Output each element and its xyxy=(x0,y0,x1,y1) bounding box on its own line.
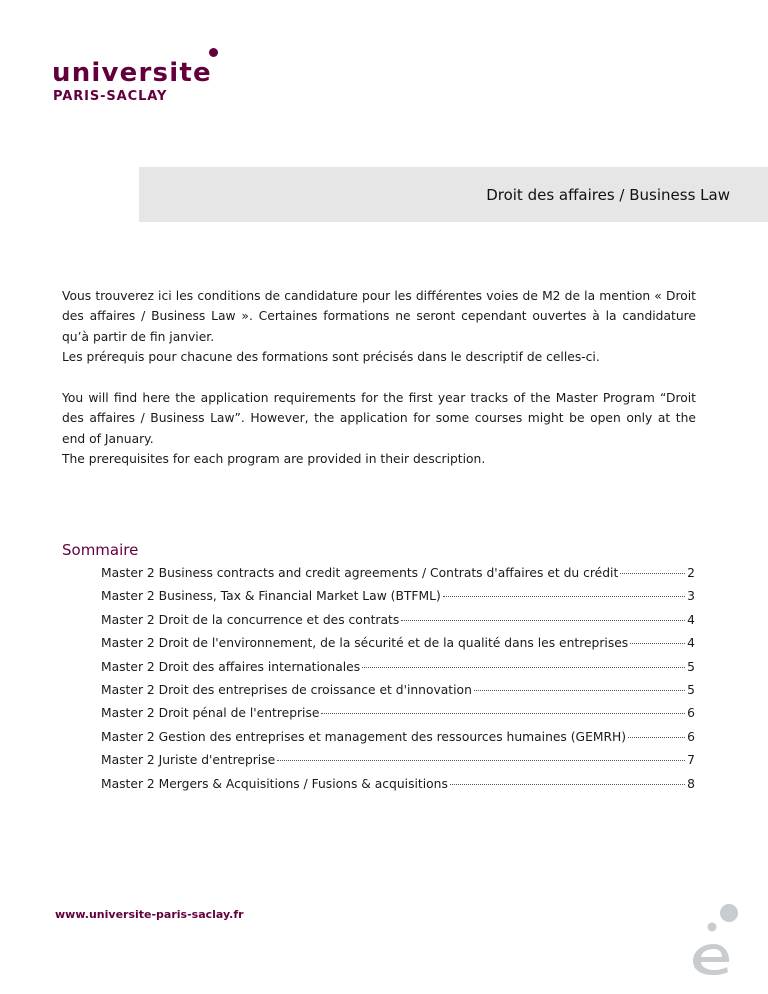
toc-item-label: Master 2 Droit de la concurrence et des contrats xyxy=(101,612,400,627)
toc-item-label: Master 2 Droit des entreprises de croissance et d'innovation xyxy=(101,682,472,697)
intro-en-paragraph: You will find here the application requirements for the first year tracks of the Master Program “Droit des affaires / Business Law”. However, the application for some courses might be open only at the end of January. xyxy=(62,391,696,446)
toc-item[interactable] xyxy=(101,683,695,706)
toc-leader xyxy=(620,573,685,574)
toc-item-page: 5 xyxy=(687,682,695,697)
toc-item-label: Master 2 Droit des affaires internationales xyxy=(101,659,361,674)
toc-item[interactable] xyxy=(101,613,695,636)
toc-item-label: Master 2 Business contracts and credit agreements / Contrats d'affaires et du crédit xyxy=(101,566,619,580)
intro-section xyxy=(62,286,696,490)
toc-item[interactable] xyxy=(101,730,695,753)
toc-item-label: Master 2 Droit de l'environnement, de la sécurité et de la qualité dans les entreprises xyxy=(101,636,629,651)
toc-item-label: Master 2 Gestion des entreprises et management des ressources humaines (GEMRH) xyxy=(101,729,627,744)
toc-item-page: 5 xyxy=(687,659,695,674)
toc-leader xyxy=(401,620,685,621)
toc-item-label: Master 2 Juriste d'entreprise xyxy=(101,753,276,768)
toc-leader xyxy=(362,667,685,668)
title-banner xyxy=(139,167,768,222)
toc-leader xyxy=(628,737,685,738)
toc-leader xyxy=(321,713,685,714)
e-accent-logo-icon xyxy=(686,900,742,976)
intro-fr-prereq: Les prérequis pour chacune des formations sont précisés dans le descriptif de celles-ci. xyxy=(62,350,600,365)
toc-item[interactable] xyxy=(101,636,695,659)
intro-en-prereq: The prerequisites for each program are provided in their description. xyxy=(62,452,486,467)
toc-item[interactable] xyxy=(101,706,695,729)
toc-leader xyxy=(277,760,685,761)
toc-item-page: 4 xyxy=(687,636,695,651)
toc-item[interactable] xyxy=(101,777,695,800)
toc-item-label: Master 2 Mergers & Acquisitions / Fusions & acquisitions xyxy=(101,776,448,791)
intro-fr xyxy=(62,286,696,368)
toc-item[interactable] xyxy=(101,566,695,589)
toc-leader xyxy=(443,596,685,597)
logo-dot-icon xyxy=(209,48,218,57)
intro-en xyxy=(62,388,696,470)
logo-subtitle: PARIS-SACLAY xyxy=(53,89,168,104)
toc-item-page: 7 xyxy=(687,753,695,768)
toc-item-page: 6 xyxy=(687,729,695,744)
toc-title: Sommaire xyxy=(62,541,139,559)
toc-item-page: 3 xyxy=(687,589,695,604)
toc-item-page: 8 xyxy=(687,776,695,791)
toc-item-page: 6 xyxy=(687,706,695,721)
toc-item[interactable] xyxy=(101,660,695,683)
toc-item-label: Master 2 Business, Tax & Financial Market Law (BTFML) xyxy=(101,589,441,604)
toc-leader xyxy=(630,643,685,644)
intro-fr-paragraph: Vous trouverez ici les conditions de candidature pour les différentes voies de M2 de la mention « Droit des affaires / Business Law ». Certaines formations ne seront cependant ouvertes à la candidature qu’à partir de fin janvier. xyxy=(62,289,696,344)
document-title: Droit des affaires / Business Law xyxy=(486,186,730,204)
table-of-contents xyxy=(101,566,695,800)
toc-leader xyxy=(450,784,685,785)
toc-item[interactable] xyxy=(101,753,695,776)
university-logo xyxy=(52,44,222,106)
logo-wordmark: universite xyxy=(52,58,212,88)
toc-item-label: Master 2 Droit pénal de l'entreprise xyxy=(101,706,320,721)
toc-item-page: 2 xyxy=(687,566,695,580)
toc-item[interactable] xyxy=(101,589,695,612)
footer-url-link[interactable]: www.universite-paris-saclay.fr xyxy=(55,908,244,921)
toc-item-page: 4 xyxy=(687,612,695,627)
toc-leader xyxy=(474,690,685,691)
